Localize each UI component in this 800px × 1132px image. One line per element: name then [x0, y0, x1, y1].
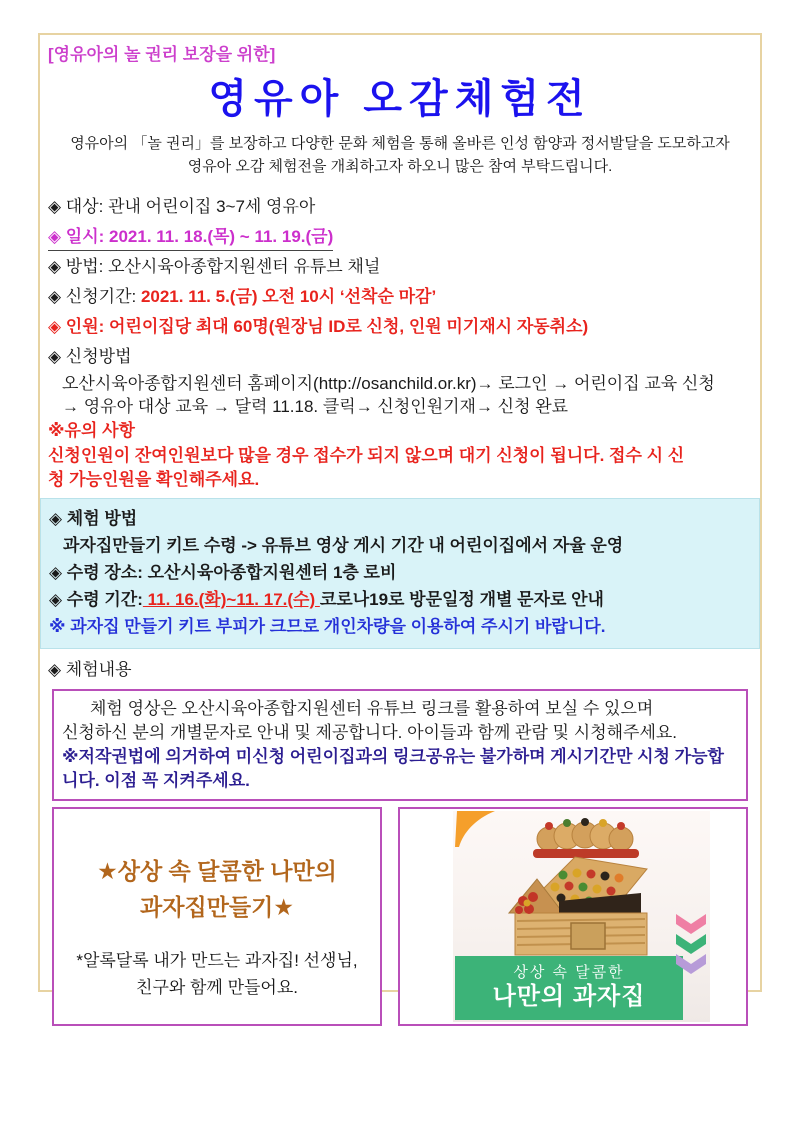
banner-line-1: 상상 속 달콤한	[513, 964, 625, 981]
caution-body-line1: 신청인원이 잔여인원보다 많을 경우 접수가 되지 않으며 대기 신청이 됩니다. 접수 시 신	[48, 446, 685, 465]
pickup-place: ◈ 수령 장소: 오산시육아종합지원센터 1층 로비	[49, 563, 397, 582]
info-datetime	[48, 222, 752, 252]
experience-method-desc: 과자집만들기 키트 수령 -> 유튜브 영상 게시 기간 내 어린이집에서 자율 운영	[63, 536, 624, 555]
caution-body-line2: 청 가능인원을 확인해주세요.	[48, 470, 260, 489]
video-line-2: 신청하신 분의 개별문자로 안내 및 제공합니다. 아이들과 함께 관람 및 시청해주세요.	[62, 723, 678, 742]
photo-green-banner	[455, 956, 683, 1020]
caution-title: ※유의 사항	[48, 421, 135, 440]
pickup-period-label: ◈ 수령 기간:	[49, 590, 143, 609]
copyright-line-2: 니다. 이점 꼭 지켜주세요.	[62, 771, 250, 790]
info-method: ◈ 방법: 오산시육아종합지원센터 유튜브 채널	[48, 257, 381, 276]
info-apply-period	[48, 282, 752, 312]
activity-title-line2: 과자집만들기★	[140, 894, 294, 920]
info-howto-label: ◈ 신청방법	[48, 347, 132, 366]
experience-method-title: ◈ 체험 방법	[49, 509, 138, 528]
car-notice: ※ 과자집 만들기 키트 부피가 크므로 개인차량을 이용하여 주시기 바랍니다.	[49, 617, 606, 636]
activity-desc	[54, 947, 380, 1001]
activity-title	[54, 853, 380, 925]
chevron-down-icon	[674, 914, 708, 976]
info-howto-step1: 오산시육아종합지원센터 홈페이지(http://osanchild.or.kr)→ 로그인 → 어린이집 교육 신청	[62, 374, 715, 393]
info-target: ◈ 대상: 관내 어린이집 3~7세 영유아	[48, 197, 316, 216]
activity-desc-line2: 친구와 함께 만들어요.	[136, 978, 298, 997]
intro-line-2: 영유아 오감 체험전을 개최하고자 하오니 많은 참여 부탁드립니다.	[187, 158, 613, 175]
video-line-1: 체험 영상은 오산시육아종합지원센터 유튜브 링크를 활용하여 보실 수 있으며	[90, 699, 654, 718]
banner-line-2: 나만의 과자집	[492, 983, 646, 1010]
header-tagline: [영유아의 놀 권리 보장을 위한]	[48, 45, 276, 64]
activity-desc-line1: *알록달록 내가 만드는 과자집! 선생님,	[76, 951, 358, 970]
info-list	[40, 192, 760, 444]
activity-title-box	[52, 807, 382, 1026]
intro-paragraph	[46, 132, 754, 178]
pickup-period	[49, 586, 751, 613]
pickup-period-note: 코로나19로 방문일정 개별 문자로 안내	[319, 590, 604, 609]
content-section-label: ◈ 체험내용	[48, 660, 132, 679]
bottom-row	[52, 807, 748, 1026]
experience-method-box	[40, 498, 760, 649]
copyright-line-1: ※저작권법에 의거하여 미신청 어린이집과의 링크공유는 불가하며 게시기간만 시청 가능합	[62, 747, 724, 766]
info-capacity: ◈ 인원: 어린이집당 최대 60명(원장님 ID로 신청, 인원 미기재시 자동취소)	[48, 317, 589, 336]
info-datetime-text: ◈ 일시: 2021. 11. 18.(목) ~ 11. 19.(금)	[48, 224, 333, 251]
cookie-house-photo	[453, 811, 710, 1022]
info-howto-step2: → 영유아 대상 교육 → 달력 11.18. 클릭→ 신청인원기재→ 신청 완료	[62, 397, 569, 416]
activity-photo-box	[398, 807, 748, 1026]
page-title: 영유아 오감체험전	[208, 77, 592, 121]
apply-period-value: 2021. 11. 5.(금) 오전 10시 ‘선착순 마감’	[140, 287, 437, 306]
cookie-house-illustration	[471, 817, 691, 957]
notice-document	[38, 33, 762, 1010]
activity-title-line1: ★상상 속 달콤한 나만의	[97, 858, 337, 884]
intro-line-1: 영유아의 「놀 권리」를 보장하고 다양한 문화 체험을 통해 올바른 인성 함양과 정서발달을 도모하고자	[70, 135, 730, 152]
pickup-period-value: 11. 16.(화)~11. 17.(수)	[142, 590, 320, 609]
video-info-box	[52, 689, 748, 801]
apply-period-label: ◈ 신청기간:	[48, 287, 141, 306]
